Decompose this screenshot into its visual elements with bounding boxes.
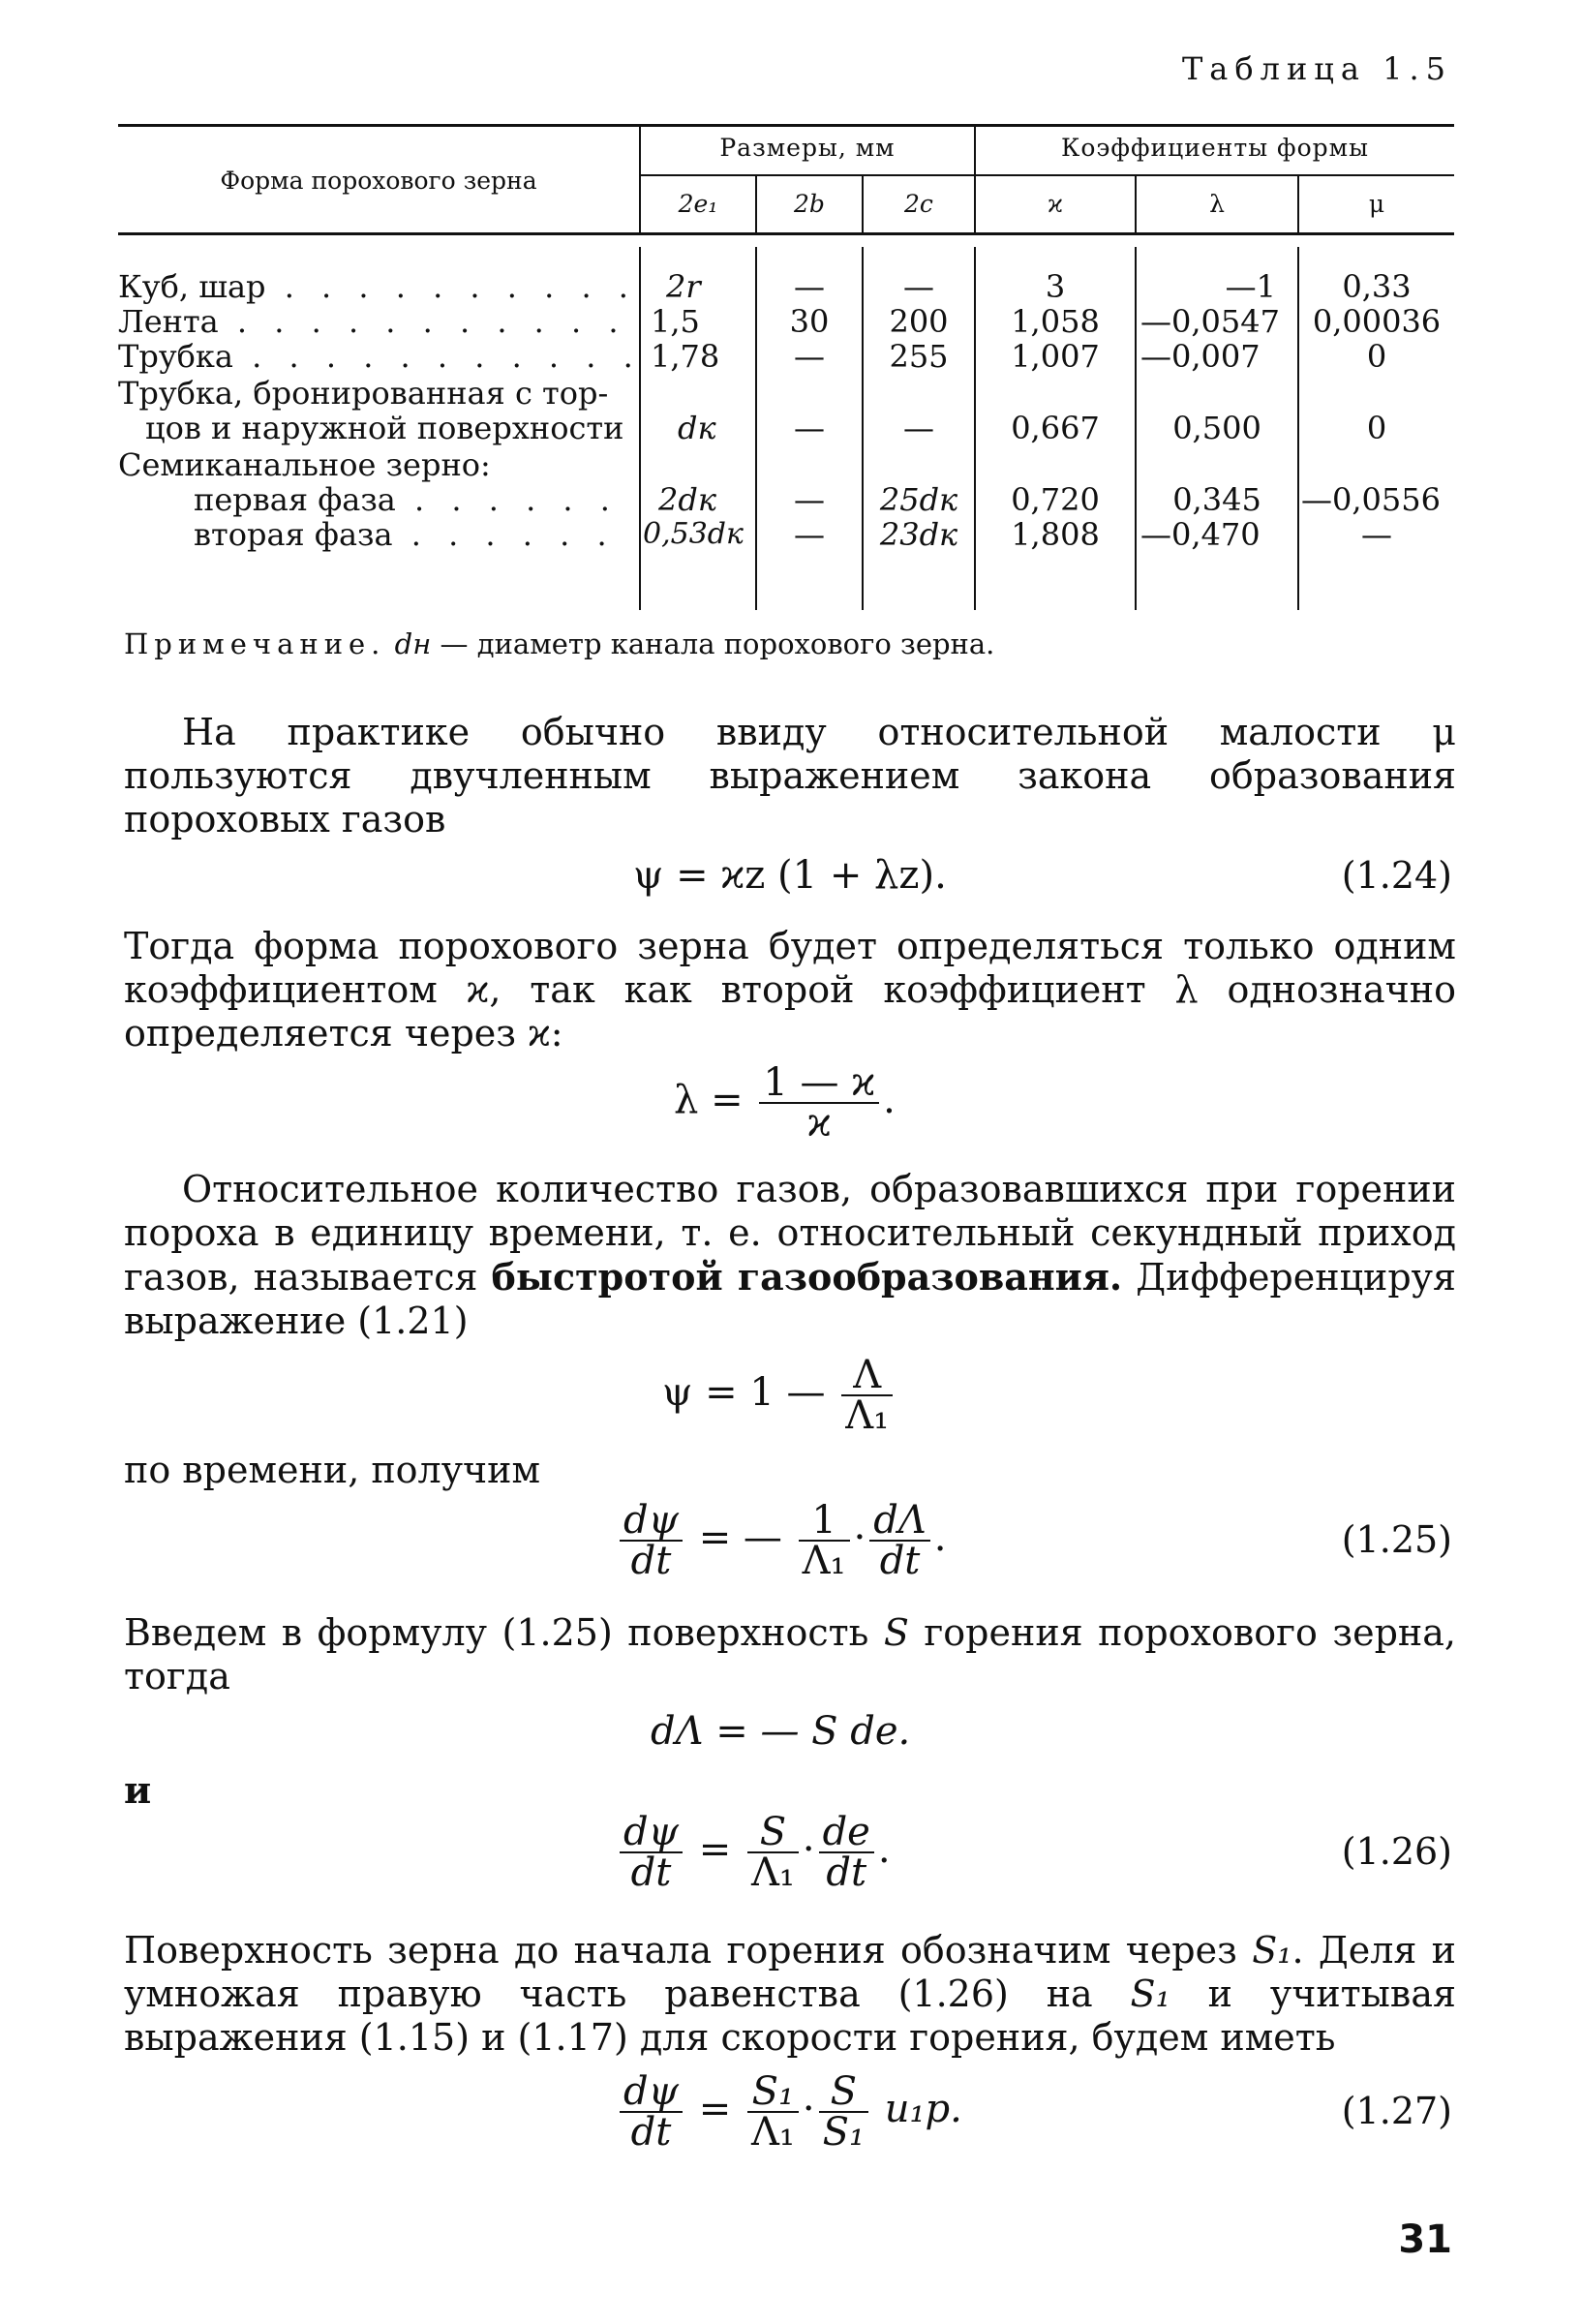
header-mu: μ: [1368, 190, 1385, 218]
equation-number-1-26: (1.26): [1341, 1830, 1452, 1873]
row-label: первая фаза . . . . . .: [194, 481, 619, 518]
row-label: вторая фаза . . . . . .: [194, 516, 616, 553]
table-cell: 0: [1366, 410, 1387, 446]
header-sizes: Размеры, мм: [719, 134, 896, 162]
table-cell: —: [794, 268, 825, 305]
paragraph-3: Относительное количество газов, образовавшихся при горении пороха в единицу времени, т. е. относительный секундный приход газов, называется быстротой газообразования. Дифференцируя выражение (1.21): [124, 1168, 1456, 1342]
formula-1-24: ψ = ϰz (1 + λz).: [633, 853, 947, 898]
row-label: Куб, шар . . . . . . . . . .: [118, 268, 637, 305]
table-header-divider: [639, 174, 1454, 176]
equation-number-1-25: (1.25): [1341, 1518, 1452, 1561]
row-label: Трубка . . . . . . . . . . .: [118, 338, 642, 375]
table-cell: 1,007: [1011, 338, 1100, 375]
table-cell: —: [903, 410, 934, 446]
paragraph-7: Поверхность зерна до начала горения обозначим через S₁. Деля и умножая правую часть равенства (1.26) на S₁ и учитывая выражения (1.15) и (1.17) для скорости горения, будем иметь: [124, 1929, 1456, 2059]
table-cell: 0,00036: [1312, 303, 1442, 340]
table-cell: 1,058: [1011, 303, 1100, 340]
table-cell: 1,78: [651, 338, 720, 375]
table-cell: —0,470: [1140, 516, 1261, 553]
note-text: — диаметр канала порохового зерна.: [440, 627, 995, 660]
formula-dLambda: dΛ = — S de.: [651, 1709, 911, 1754]
paragraph-2: Тогда форма порохового зерна будет определяться только одним коэффициентом ϰ, так как второй коэффициент λ однозначно определяется через ϰ:: [124, 925, 1456, 1055]
table-cell: —: [794, 410, 825, 446]
header-coefficients: Коэффициенты формы: [1060, 134, 1370, 162]
header-lambda: λ: [1209, 190, 1225, 218]
table-cell: —: [1361, 516, 1392, 553]
table-cell: 0,345: [1172, 481, 1261, 518]
table-top-rule: [118, 124, 1454, 127]
table-cell: 0,667: [1011, 410, 1100, 446]
row-label: цов и наружной поверхности: [145, 410, 624, 446]
row-label: Трубка, бронированная с тор-: [118, 375, 609, 412]
formula-1-25: $\frac{d\psi}{dt}$ = — $\frac{1}{\text{Λ₁}}$ · $\frac{d\Lambda}{dt}$ .: [616, 1501, 947, 1580]
table-header-rule: [118, 232, 1454, 235]
formula-psi: ψ = 1 — $\frac{\Lambda}{\text{Λ₁}}$: [662, 1356, 896, 1435]
table-cell: —: [903, 268, 934, 305]
table-cell: —: [794, 481, 825, 518]
table-cell: 3: [1045, 268, 1066, 305]
formula-lambda: λ = $\frac{1 — ϰ}{ϰ}$ .: [674, 1060, 896, 1146]
equation-number-1-24: (1.24): [1341, 854, 1452, 897]
table-cell: 0,33: [1342, 268, 1412, 305]
header-2e1: 2e₁: [678, 190, 718, 218]
formula-1-27: $\frac{d\psi}{dt}$ = $\frac{\text{S₁}}{\text{Λ₁}}$ · $\frac{S}{\text{S₁}}$ u₁p.: [616, 2072, 962, 2152]
table-cell: 0: [1366, 338, 1387, 375]
table-cell: 0,500: [1172, 410, 1261, 446]
table-cell: 255: [889, 338, 949, 375]
table-caption: Таблица 1.5: [1181, 50, 1452, 87]
table-cell: 0,53dк: [643, 517, 744, 551]
term-gas-formation-rate: быстротой газообразования.: [491, 1255, 1123, 1299]
note-label: Примечание.: [124, 627, 386, 660]
paragraph-6: и: [124, 1768, 152, 1812]
equation-number-1-27: (1.27): [1341, 2090, 1452, 2132]
table-cell: —: [794, 516, 825, 553]
header-form: Форма порохового зерна: [220, 167, 537, 195]
formula-1-26: $\frac{d\psi}{dt}$ = $\frac{S}{\text{Λ₁}}$ · $\frac{de}{dt}$ .: [616, 1813, 891, 1892]
table-cell: 2dк: [658, 481, 716, 518]
header-2b: 2b: [794, 190, 825, 218]
paragraph-4: по времени, получим: [124, 1449, 541, 1491]
table-cell: —1: [1225, 268, 1276, 305]
table-cell: 1,5: [651, 303, 700, 340]
header-kappa: ϰ: [1048, 190, 1063, 218]
table-cell: dк: [678, 410, 716, 446]
row-label: Лента . . . . . . . . . . .: [118, 303, 627, 340]
header-2c: 2c: [904, 190, 933, 218]
vline-body-1: [639, 247, 641, 610]
row-label: Семиканальное зерно:: [118, 446, 491, 483]
paragraph-5: Введем в формулу (1.25) поверхность S горения порохового зерна, тогда: [124, 1611, 1456, 1697]
table-cell: 23dк: [879, 516, 958, 553]
table-cell: —0,0556: [1301, 481, 1441, 518]
table-cell: —0,0547: [1140, 303, 1280, 340]
table-cell: 2r: [666, 268, 701, 305]
table-cell: 25dк: [879, 481, 958, 518]
table-note: [124, 627, 994, 660]
table-cell: 0,720: [1011, 481, 1100, 518]
table-cell: 30: [789, 303, 830, 340]
page-number: 31: [1398, 2217, 1452, 2262]
table-cell: 1,808: [1011, 516, 1100, 553]
table-cell: 200: [889, 303, 949, 340]
paragraph-1: На практике обычно ввиду относительной малости μ пользуются двучленным выражением закона образования пороховых газов: [124, 711, 1456, 841]
table-cell: —: [794, 338, 825, 375]
note-symbol: dн: [394, 627, 432, 660]
table-cell: —0,007: [1140, 338, 1261, 375]
